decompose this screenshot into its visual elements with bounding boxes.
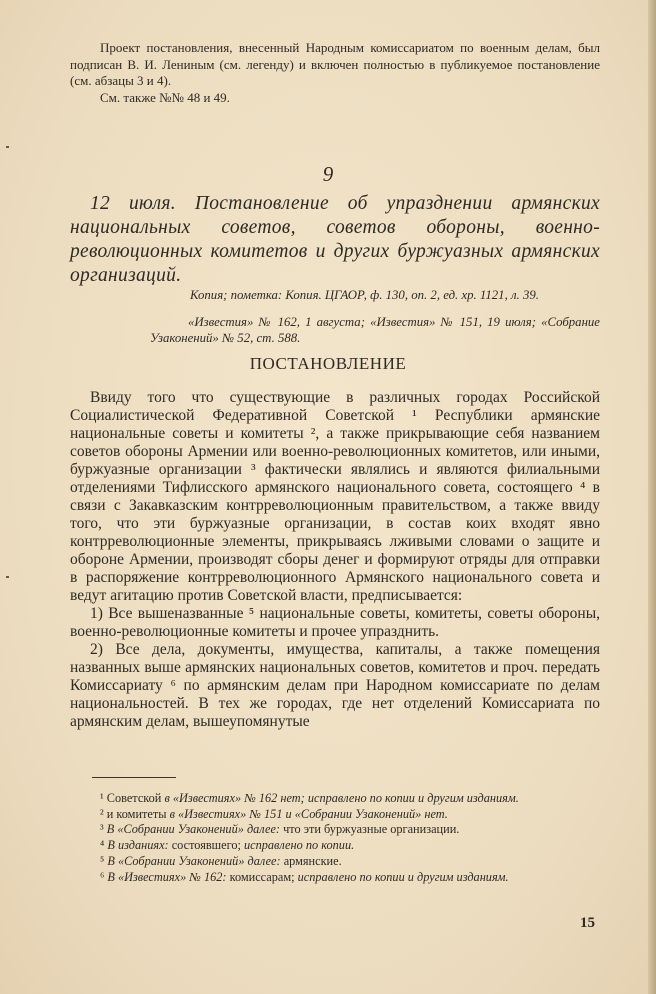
see-also: См. также №№ 48 и 49. — [100, 89, 230, 105]
intro-paragraph: Проект постановления, внесенный Народным комиссариатом по военным делам, был подписан В. И. Лениным (см. легенду) и включен полностью в публикуемое постановление (см. абзацы 3 и 4). — [70, 40, 600, 88]
decree-heading: ПОСТАНОВЛЕНИЕ — [249, 354, 407, 373]
footnote: ⁶ В «Известиях» № 162: комиссарам; исправлено по копии и другим изданиям. — [100, 869, 509, 884]
body-paragraph: 2) Все дела, документы, имущества, капиталы, а также помещения названных выше армянских национальных советов, комитетов и проч. передать Комиссариату ⁶ по армянским делам при Народном комиссариате по делам национальностей. В тех же городах, где нет отделений Комиссариата по армянским делам, вышеупомянутые — [70, 641, 600, 730]
page-edge — [648, 0, 656, 994]
footnote: ⁵ В «Собрании Узаконений» далее: армянские. — [100, 853, 342, 868]
intro-note — [70, 40, 600, 106]
document-title: 12 июля. Постановление об упразднении армянских национальных советов, советов обороны, военно-революционных комитетов и других буржуазных армянских организаций. — [70, 193, 600, 286]
source-line: Копия; пометка: Копия. ЦГАОР, ф. 130, оп. 2, ед. хр. 1121, л. 39. — [190, 288, 539, 302]
footnote: ³ В «Собрании Узаконений» далее: что эти буржуазные организации. — [100, 822, 460, 837]
decree-body — [70, 389, 600, 731]
footnote: ² и комитеты в «Известиях» № 151 и «Собрании Узаконений» нет. — [100, 806, 448, 821]
source-archive — [150, 287, 600, 303]
margin-mark — [6, 576, 9, 578]
body-paragraph: 1) Все вышеназванные ⁵ национальные советы, комитеты, советы обороны, военно-революционные комитеты и прочее упразднить. — [70, 605, 600, 640]
footnote-divider — [92, 777, 176, 778]
footnotes — [70, 791, 600, 885]
footnote: ¹ Советской в «Известиях» № 162 нет; исправлено по копии и другим изданиям. — [100, 791, 519, 805]
page-number: 15 — [580, 915, 595, 931]
source-publications — [150, 314, 600, 346]
body-paragraph: Ввиду того что существующие в различных городах Российской Социалистической Федеративной Советской ¹ Республики армянские национальные советы и комитеты ², а также прикрывающие себя названием советов обороны Армении или военно-революционных комитетов, или иными, буржуазные организации ³ фактически являлись и являются филиальными отделениями Тифлисского армянского национального совета, состоящего ⁴ в связи с Закавказским контрреволюционным правительством, а также ввиду того, что эти буржуазные организации, в состав коих входят явно контрреволюционные элементы, прикрываясь лживыми словами о защите и обороне Армении, производят сборы денег и формируют отряды для отправки в распоряжение контрреволюционного Армянского национального совета и ведут агитацию против Советской власти, предписывается: — [70, 389, 600, 604]
margin-mark — [6, 146, 9, 148]
footnote: ⁴ В изданиях: состоявшего; исправлено по копии. — [100, 838, 355, 853]
document-number: 9 — [322, 162, 334, 186]
source-line: «Известия» № 162, 1 августа; «Известия» № 151, 19 июля; «Собрание Узаконений» № 52, ст. 588. — [150, 315, 600, 345]
